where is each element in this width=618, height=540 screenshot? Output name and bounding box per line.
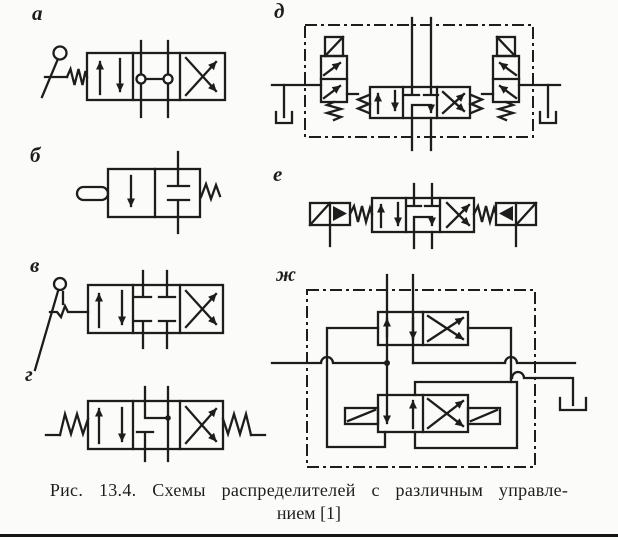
tank-branch (511, 372, 586, 410)
subfigure-d (272, 0, 560, 150)
lever-icon (42, 47, 67, 98)
crossed-arrows (443, 92, 464, 113)
right-spring-pilot (223, 414, 265, 435)
subfigure-zh-label: ж (276, 262, 296, 286)
left-electrohydraulic-pilot (310, 203, 350, 246)
right-loop-line (415, 382, 517, 448)
caption-line-1: Рис. 13.4. Схемы распределителей с различным управле- (49, 480, 569, 500)
left-spring-icon (350, 206, 372, 222)
subfigure-e-label: е (273, 162, 283, 186)
subfigure-a (32, 1, 225, 117)
subfigure-e (273, 162, 536, 248)
lever-detent-icon (35, 278, 88, 370)
spring-icon (201, 184, 220, 199)
crossed-arrows (186, 291, 216, 327)
crossed-arrows (447, 203, 469, 227)
junction-dot (165, 415, 171, 421)
subfigure-v (30, 253, 223, 370)
subfigure-a-label: а (32, 1, 43, 25)
right-spring-icon (471, 95, 482, 113)
top-valve (378, 312, 468, 345)
main-line-left (272, 357, 387, 363)
spring-icon (67, 69, 87, 85)
subfigure-g (25, 362, 265, 461)
right-link-line (468, 328, 511, 382)
left-spring-pilot (46, 414, 88, 435)
valve-body (108, 169, 200, 217)
supply-lines (384, 275, 413, 423)
crossed-arrows (186, 58, 216, 95)
subfigure-v-label: в (30, 253, 40, 277)
subfigure-zh (272, 262, 586, 467)
blocked-ports (168, 169, 189, 217)
flow-arrows (378, 91, 395, 113)
main-line-right (413, 357, 575, 363)
flow-arrows (100, 59, 120, 94)
port-lines (143, 271, 167, 348)
flow-arrows (99, 291, 122, 327)
spring-icon (499, 102, 513, 120)
spring-icon (60, 414, 88, 435)
push-button-icon (77, 187, 108, 200)
blocked-center-ports (135, 285, 175, 333)
subfigure-g-label: г (25, 362, 33, 386)
crossed-arrows (186, 407, 216, 443)
right-electrohydraulic-pilot (496, 203, 536, 246)
center-position-detail (407, 198, 439, 232)
center-position-detail (405, 87, 438, 118)
left-connections (272, 85, 358, 123)
bottom-valve (345, 395, 500, 432)
right-spring-icon (474, 206, 496, 222)
pilot-triangle-icon (333, 206, 347, 221)
spring-icon (223, 414, 251, 435)
flow-arrows (381, 203, 398, 227)
port-lines (412, 18, 431, 150)
left-pilot-valve (321, 37, 347, 120)
subfigure-b (30, 143, 220, 233)
subfigure-d-label: д (274, 0, 285, 23)
left-loop-line (327, 328, 385, 447)
caption-line-2: нием [1] (276, 503, 342, 523)
subfigure-b-label: б (30, 143, 41, 167)
flow-arrows (99, 408, 122, 443)
pilot-triangle-icon (499, 206, 513, 221)
left-spring-icon (358, 95, 369, 113)
page-bottom-rule (0, 534, 618, 537)
figure-caption (0, 479, 618, 525)
right-pilot-valve (493, 37, 519, 120)
block-boundary (307, 290, 535, 467)
spring-icon (327, 102, 341, 120)
